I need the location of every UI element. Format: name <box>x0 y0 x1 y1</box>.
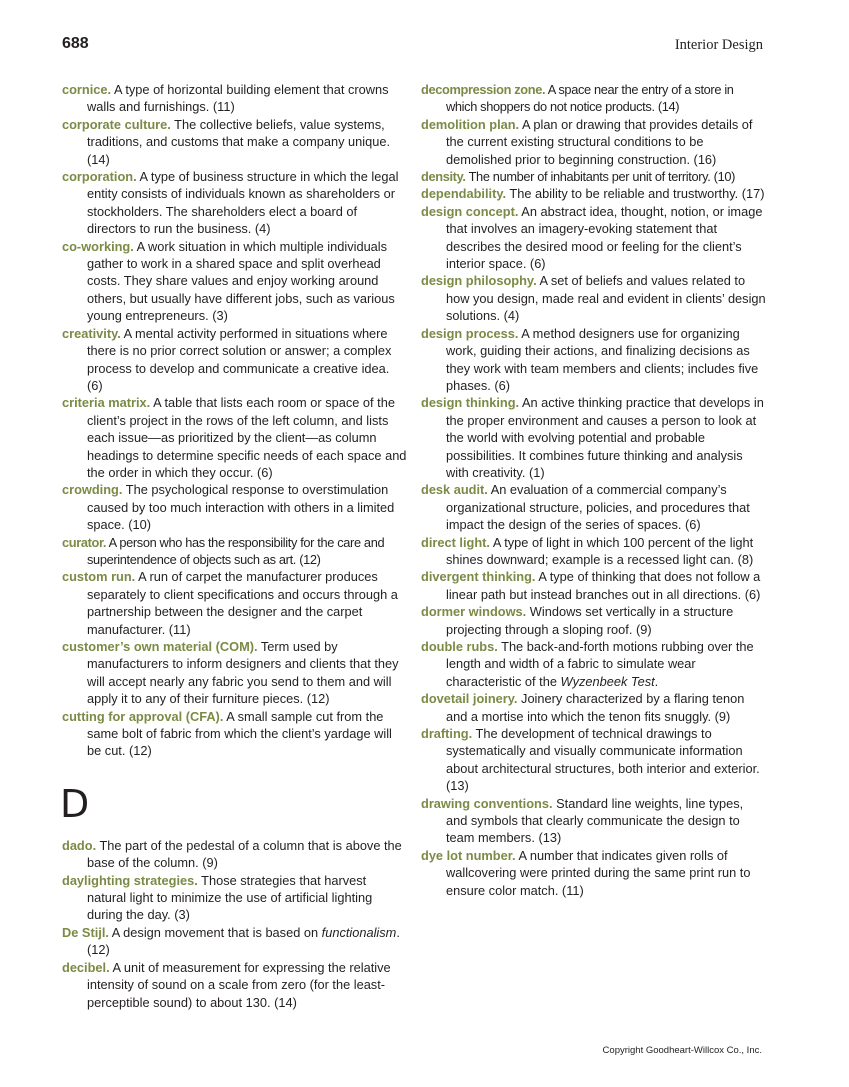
glossary-definition: The number of inhabitants per unit of territory. (10) <box>468 169 736 185</box>
glossary-term: design philosophy. <box>421 273 537 289</box>
glossary-term: cornice. <box>62 82 112 97</box>
glossary-term: cutting for approval (CFA). <box>62 708 224 724</box>
glossary-term: dye lot number. <box>421 847 516 863</box>
glossary-entry <box>421 603 766 638</box>
glossary-definition: A type of business structure in which the legal entity consists of individuals known as shareholders or stockholders. The shareholders elect a board of directors to run the business. (4) <box>87 169 399 237</box>
glossary-term: curator. <box>62 534 107 550</box>
glossary-term: decompression zone. <box>421 82 546 97</box>
glossary-term: daylighting strategies. <box>62 872 198 888</box>
page-number: 688 <box>62 35 89 52</box>
glossary-entry <box>421 847 766 899</box>
glossary-entry <box>62 872 407 924</box>
glossary-definition: A mental activity performed in situations where there is no prior correct solution or answer; a complex process to develop and communicate a creative idea. (6) <box>87 325 392 393</box>
glossary-term: double rubs. <box>421 639 498 654</box>
glossary-entry <box>62 534 407 569</box>
glossary-entry <box>421 394 766 481</box>
glossary-definition: An active thinking practice that develops in the proper environment and causes a person to look at the world with evolving potential and probable possibilities. It combines future thinking and analysis with creativity. (1) <box>446 395 764 480</box>
glossary-term: creativity. <box>62 325 121 341</box>
glossary-entry <box>62 959 407 1011</box>
glossary-definition-end: . <box>654 673 659 689</box>
glossary-definition: The psychological response to overstimulation caused by too much interaction with others in a limited space. (10) <box>87 482 395 533</box>
glossary-term: design process. <box>421 325 519 341</box>
glossary-entry <box>62 325 407 395</box>
glossary-definition: A table that lists each room or space of the client’s project in the rows of the left column, and lists each issue—as prioritized by the client—as column headings to determine specific needs of each space and the order in which they occur. (6) <box>87 395 407 480</box>
glossary-term: direct light. <box>421 534 490 550</box>
glossary-entry <box>421 725 766 795</box>
glossary-definition: A run of carpet the manufacturer produces separately to client specifications and occurs through a partnership between the designer and the carpet manufacturer. (11) <box>87 569 398 637</box>
glossary-entry <box>62 394 407 481</box>
glossary-term: dormer windows. <box>421 604 527 620</box>
glossary-definition: Term used by manufacturers to inform designers and clients that they will accept nearly any fabric you send to them and will apply it to any of their furniture pieces. (12) <box>87 639 399 707</box>
glossary-term: drawing conventions. <box>421 795 553 811</box>
glossary-definition: Standard line weights, line types, and symbols that clearly communicate the design to team members. (13) <box>446 795 744 846</box>
glossary-term: co-working. <box>62 238 134 254</box>
glossary-term: corporation. <box>62 169 137 185</box>
glossary-entry <box>62 116 407 168</box>
glossary-entry <box>62 568 407 638</box>
glossary-term: drafting. <box>421 726 473 742</box>
glossary-definition-emphasis: functionalism <box>321 924 397 940</box>
glossary-entry <box>421 168 766 185</box>
glossary-term: De Stijl. <box>62 924 109 940</box>
glossary-definition: A type of horizontal building element that crowns walls and furnishings. (11) <box>87 82 389 115</box>
glossary-entry <box>62 238 407 325</box>
glossary-definition: A work situation in which multiple individuals gather to work in a shared space and split overhead costs. They share values and enjoy working around others, but usually have different jobs, such as various young entrepreneurs. (3) <box>87 238 395 324</box>
glossary-term: corporate culture. <box>62 116 171 132</box>
section-letter: D <box>60 781 90 826</box>
glossary-definition: An evaluation of a commercial company’s organizational structure, policies, and procedures that impact the design of the series of spaces. (6) <box>446 482 750 533</box>
glossary-definition: A person who has the responsibility for the care and superintendence of objects such as art. (12) <box>87 534 385 567</box>
running-head: Interior Design <box>674 37 763 53</box>
glossary-definition: Joinery characterized by a flaring tenon and a mortise into which the tenon fits snuggly. (9) <box>446 691 745 724</box>
glossary-entry <box>421 81 766 116</box>
glossary-definition-emphasis: Wyzenbeek Test <box>560 673 655 689</box>
glossary-entry <box>421 203 766 273</box>
glossary-term: customer’s own material (COM). <box>62 639 258 654</box>
glossary-entry <box>62 708 407 760</box>
glossary-right-column <box>421 81 766 899</box>
glossary-definition-end: . (12) <box>87 924 400 958</box>
glossary-entry <box>62 481 407 533</box>
glossary-entry <box>421 534 766 569</box>
glossary-definition: A type of thinking that does not follow a linear path but instead branches out in all directions. (6) <box>446 569 761 602</box>
glossary-definition: A set of beliefs and values related to how you design, made real and evident in clients’ design solutions. (4) <box>446 273 766 324</box>
glossary-term: divergent thinking. <box>421 569 536 585</box>
glossary-entry <box>421 481 766 533</box>
glossary-definition: An abstract idea, thought, notion, or image that involves an imagery-evoking statement that describes the desired mood or feeling for the client’s interior space. (6) <box>446 203 763 272</box>
glossary-definition: A small sample cut from the same bolt of fabric from which the client’s yardage will be cut. (12) <box>87 708 392 759</box>
glossary-term: design concept. <box>421 203 519 219</box>
glossary-entry <box>421 638 766 690</box>
glossary-definition: Those strategies that harvest natural light to minimize the use of artificial lighting during the day. (3) <box>87 872 373 923</box>
glossary-definition: The part of the pedestal of a column that is above the base of the column. (9) <box>87 837 402 871</box>
glossary-term: demolition plan. <box>421 116 520 132</box>
glossary-entry <box>421 185 766 202</box>
glossary-entry <box>421 325 766 395</box>
glossary-term: dado. <box>62 837 97 853</box>
glossary-definition: The collective beliefs, value systems, traditions, and customs that make a company unique. (14) <box>87 116 391 167</box>
glossary-term: design thinking. <box>421 395 520 411</box>
glossary-entry <box>421 690 766 725</box>
glossary-definition: A number that indicates given rolls of wallcovering were printed during the same print run to ensure color match. (11) <box>446 847 751 898</box>
glossary-definition: A space near the entry of a store in which shoppers do not notice products. (14) <box>446 82 734 115</box>
glossary-entry <box>421 795 766 847</box>
glossary-term: desk audit. <box>421 482 488 498</box>
glossary-entry <box>421 272 766 324</box>
glossary-entry <box>62 638 407 708</box>
glossary-term: dovetail joinery. <box>421 691 518 707</box>
glossary-term: dependability. <box>421 186 507 202</box>
glossary-entry <box>62 924 407 959</box>
glossary-entry <box>421 568 766 603</box>
glossary-term: criteria matrix. <box>62 395 151 411</box>
copyright-notice: Copyright Goodheart-Willcox Co., Inc. <box>602 1045 762 1056</box>
glossary-entry <box>421 116 766 168</box>
glossary-definition: The ability to be reliable and trustworthy. (17) <box>509 186 765 202</box>
glossary-definition: A plan or drawing that provides details of the current existing structural conditions to be demolished prior to beginning construction. (16) <box>446 116 753 167</box>
glossary-definition: The back-and-forth motions rubbing over the length and width of a fabric to simulate wear characteristic of the <box>446 639 754 689</box>
glossary-term: crowding. <box>62 482 123 498</box>
glossary-definition: A design movement that is based on <box>111 924 322 940</box>
glossary-definition: The development of technical drawings to systematically and visually communicate information about architectural structures, both interior and exterior. (13) <box>446 726 760 794</box>
glossary-entry <box>62 168 407 238</box>
glossary-term: density. <box>421 169 466 185</box>
glossary-entry <box>62 837 407 872</box>
glossary-left-column <box>62 81 407 1011</box>
glossary-term: decibel. <box>62 959 110 975</box>
glossary-definition: A method designers use for organizing work, guiding their actions, and finalizing decisions as they work with team members and clients; includes five phases. (6) <box>446 325 759 393</box>
glossary-definition: A type of light in which 100 percent of the light shines downward; example is a recessed light can. (8) <box>446 534 754 567</box>
glossary-entry <box>62 81 407 116</box>
glossary-term: custom run. <box>62 569 136 585</box>
glossary-definition: A unit of measurement for expressing the relative intensity of sound on a scale from zero (for the least-perceptible sound) to about 130. (14) <box>87 959 391 1010</box>
glossary-definition: Windows set vertically in a structure projecting through a sloping roof. (9) <box>446 604 734 637</box>
